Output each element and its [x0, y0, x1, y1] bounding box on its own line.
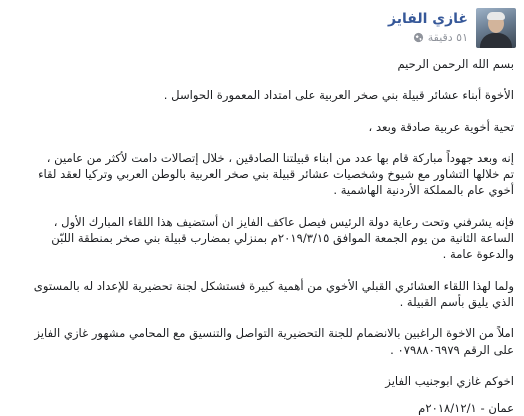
paragraph-gap [9, 389, 514, 400]
post-text-line: تم خلالها التشاور مع شيوخ وشخصيات عشائر قبيلة بني صخر العربية بالوطن العربي وتركيا لعقد لقاء [38, 167, 514, 182]
post-timestamp[interactable]: ٥١ دقيقة [427, 31, 468, 44]
paragraph-gap [9, 310, 514, 325]
post-text-line: الأخوة أبناء عشائر قبيلة بني صخر العربية على امتداد المعمورة الحواسل . [163, 88, 514, 103]
post-text-line: فإنه يشرفني وتحت رعاية دولة الرئيس فيصل عاكف الفايز ان أستضيف هذا اللقاء المبارك الأول ، [53, 214, 514, 229]
post-text-line: بسم الله الرحمن الرحيم [397, 57, 514, 71]
paragraph-gap [9, 358, 514, 373]
paragraph-gap [9, 72, 514, 87]
post-header [388, 8, 516, 48]
post-text-line: تحية أخوية عربية صادقة وبعد ، [368, 119, 514, 134]
paragraph-gap [9, 199, 514, 214]
post-text-line: عمان - ٢٠١٨/١٢/١م [418, 401, 514, 416]
paragraph-gap [9, 263, 514, 278]
author-avatar[interactable] [476, 8, 516, 48]
post-text-line: إنه وبعد جهوداً مباركة قام بها عدد من ابناء قبيلتنا الصادقين ، خلال إتصالات دامت لأكثر من عامين ، [46, 150, 514, 165]
post-meta [388, 8, 468, 44]
globe-icon[interactable] [413, 32, 424, 43]
paragraph-gap [9, 135, 514, 150]
post-text-line: على الرقم ٠٧٩٨٨٠٦٩٧٩ . [390, 342, 514, 357]
post-text-line: أخوي عام بالمملكة الأردنية الهاشمية . [333, 183, 514, 198]
post-text-line: املاً من الاخوة الراغبين بالانضمام للجنة التحضيرية التواصل والتنسيق مع المحامي مشهور غازي الفايز [34, 326, 514, 341]
post-body [9, 56, 514, 416]
author-name[interactable]: غازي الفايز [388, 11, 468, 27]
post-text-line: الذي يليق بأسم القبيلة . [399, 294, 514, 309]
post-text-line: اخوكم غازي ابوجنيب الفايز [385, 373, 514, 388]
post-text-line: ولما لهذا اللقاء العشائري القبلي الأخوي من أهمية كبيرة فستشكل لجنة تحضيرية للإعداد له بالمستوى [33, 278, 514, 293]
post-text-line: الساعة الثانية من يوم الجمعة الموافق ٢٠١٩/٣/١٥م بمنزلي بمضارب قبيلة بني صخر بمنطقة اللبّن [51, 231, 514, 246]
paragraph-gap [9, 104, 514, 119]
timestamp-row [413, 31, 468, 44]
post-text-line: والدعوة عامة . [442, 247, 514, 262]
